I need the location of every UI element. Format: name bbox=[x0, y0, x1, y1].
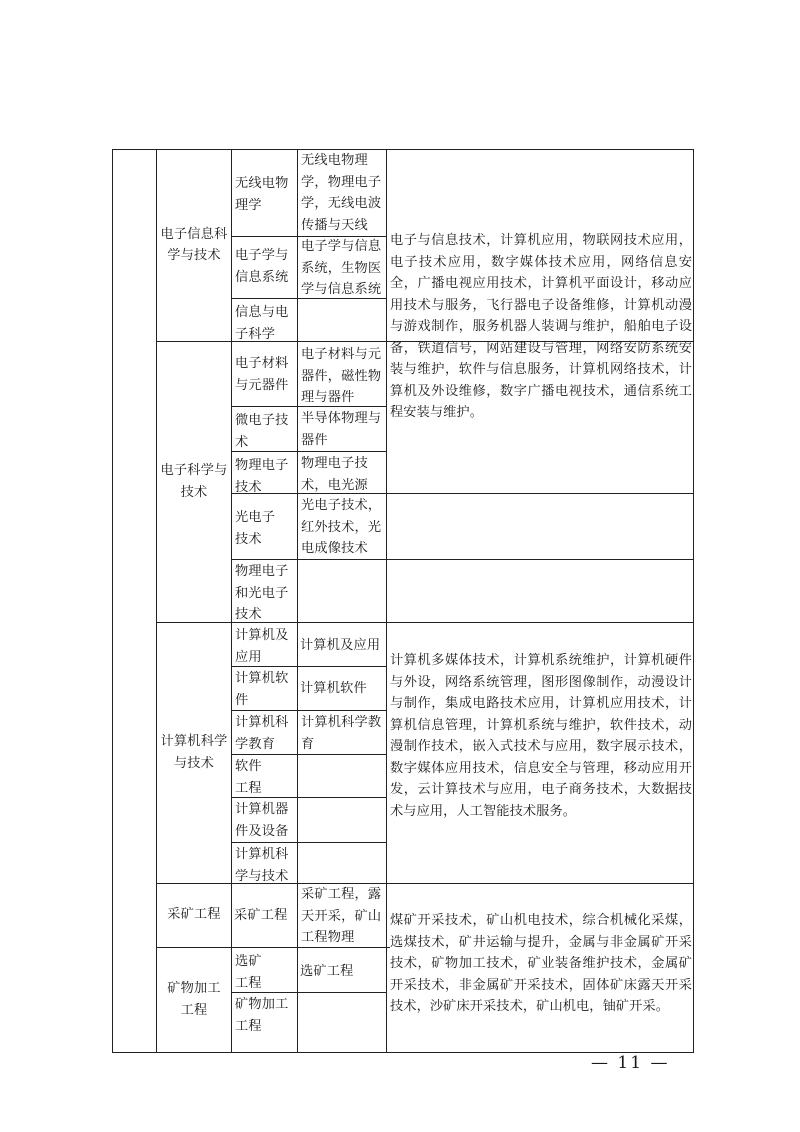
major-name: 光电子技术 bbox=[235, 510, 276, 547]
major-name: 电子材料与元器件 bbox=[235, 356, 289, 393]
column-divider bbox=[231, 149, 232, 1053]
major-name: 软件工程 bbox=[235, 759, 262, 796]
course-list: 电子材料与元器件，磁性物理与器件 bbox=[301, 347, 382, 405]
major-name: 计算机科学教育 bbox=[235, 715, 289, 752]
related-majors-description: 煤矿开采技术，矿山机电技术，综合机械化采煤，选煤技术，矿井运输与提升，金属与非金属矿开采技术，矿物加工技术，矿业装备维护技术，金属矿开采技术，非金属矿开采技术，固体矿床露天开采技术，沙矿床开采技术，矿山机电，铀矿开采。 bbox=[390, 913, 692, 1014]
table-left-border bbox=[112, 149, 113, 1053]
course-list: 物理电子技术，电光源 bbox=[301, 456, 368, 493]
major-name: 电子学与信息系统 bbox=[235, 248, 289, 285]
category-cell: 矿物加工工程 bbox=[167, 981, 221, 1018]
major-name: 计算机软件 bbox=[235, 671, 289, 708]
column-divider bbox=[386, 149, 387, 1053]
course-list: 计算机软件 bbox=[300, 681, 367, 696]
major-name: 无线电物理学 bbox=[235, 176, 289, 213]
course-list: 光电子技术，红外技术，光电成像技术 bbox=[301, 498, 382, 556]
table-right-border bbox=[693, 149, 694, 1053]
course-list: 无线电物理学，物理电子学，无线电波传播与天线 bbox=[301, 153, 382, 233]
related-majors-description: 计算机多媒体技术，计算机系统维护，计算机硬件与外设，网络系统管理，图形图像制作，动漫设计与制作，集成电路技术应用，计算机应用技术，计算机信息管理，计算机系统与维护，软件技术，动漫制作技术，嵌入式技术与应用，数字展示技术，数字媒体应用技术，信息安全与管理，移动应用开发，云计算技术与应用，电子商务技术，大数据技术与应用，人工智能技术服务。 bbox=[390, 653, 692, 819]
category-cell: 电子信息科学与技术 bbox=[160, 226, 228, 263]
major-name: 信息与电子科学 bbox=[235, 305, 289, 342]
major-name: 微电子技术 bbox=[235, 413, 289, 450]
major-name: 选矿工程 bbox=[235, 954, 262, 991]
course-list: 电子学与信息系统，生物医学与信息系统 bbox=[301, 239, 382, 297]
related-majors-description: 电子与信息技术，计算机应用，物联网技术应用，电子技术应用，数字媒体技术应用，网络信息安全，广播电视应用技术，计算机平面设计，移动应用技术与服务，飞行器电子设备维修，计算机动漫与游戏制作，服务机器人装调与维护，船舶电子设备，铁道信号，网站建设与管理，网络安防系统安装与维护，软件与信息服务，计算机网络技术，计算机及外设维修，数字广播电视技术，通信系统工程安装与维护。 bbox=[390, 233, 692, 420]
major-name: 计算机器件及设备 bbox=[235, 802, 289, 839]
row-divider bbox=[386, 559, 694, 560]
major-name: 物理电子和光电子技术 bbox=[235, 564, 289, 622]
course-list: 计算机科学教育 bbox=[301, 715, 382, 752]
course-list: 采矿工程，露天开采，矿山工程物理 bbox=[301, 887, 382, 945]
major-name: 采矿工程 bbox=[234, 908, 288, 923]
course-list: 计算机及应用 bbox=[300, 638, 381, 653]
major-name: 计算机及应用 bbox=[235, 628, 289, 665]
category-cell: 采矿工程 bbox=[167, 907, 221, 923]
category-cell: 计算机科学与技术 bbox=[160, 734, 228, 771]
row-divider bbox=[386, 493, 694, 494]
major-name: 物理电子技术 bbox=[235, 458, 289, 495]
category-cell: 电子科学与技术 bbox=[160, 463, 228, 500]
major-name: 计算机科学与技术 bbox=[235, 847, 289, 884]
major-name: 矿物加工工程 bbox=[235, 997, 289, 1034]
course-list: 半导体物理与器件 bbox=[301, 411, 382, 448]
course-list: 选矿工程 bbox=[300, 964, 354, 979]
page-number: — 11 — bbox=[591, 1053, 670, 1073]
column-divider bbox=[297, 149, 298, 1053]
